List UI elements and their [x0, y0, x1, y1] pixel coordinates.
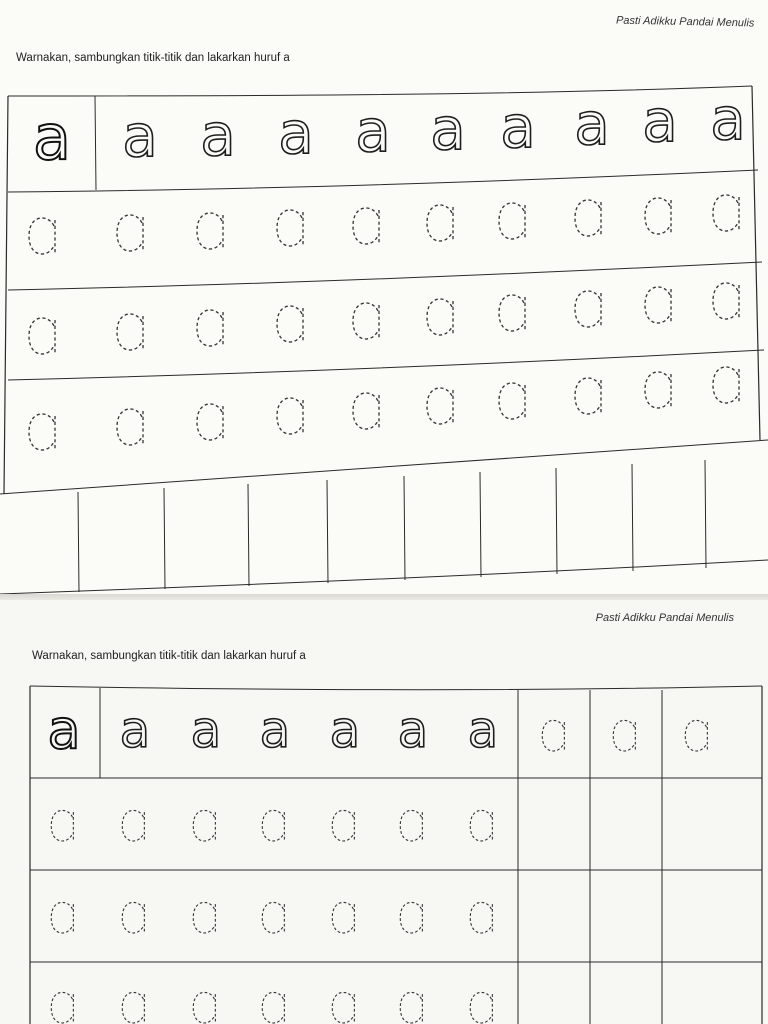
- tracing-grid: [0, 600, 768, 1024]
- dashed-letter-a: [328, 899, 362, 936]
- dashed-letter-a: [112, 211, 152, 255]
- writing-box-divider: [705, 460, 706, 568]
- outlined-letter-a: a: [329, 701, 361, 759]
- book-title-header: Pasti Adikku Pandai Menulis: [595, 612, 734, 624]
- dashed-letter-a: [396, 899, 430, 936]
- example-letter-a: a: [33, 100, 71, 174]
- dashed-letter-a: [570, 374, 610, 418]
- dashed-letter-a: [609, 717, 643, 754]
- dashed-letter-a: [494, 199, 534, 243]
- dashed-letter-a: [422, 384, 462, 428]
- dashed-letter-a: [640, 283, 680, 327]
- dashed-letter-a: [272, 394, 312, 438]
- dashed-letter-a: [112, 310, 152, 354]
- writing-box-divider: [480, 472, 481, 577]
- dashed-letter-a: [328, 989, 362, 1024]
- dashed-letter-a: [258, 899, 292, 936]
- outlined-letter-a: a: [710, 85, 746, 154]
- example-letter-a: a: [47, 697, 81, 761]
- dashed-letter-a: [118, 899, 152, 936]
- dashed-letter-a: [348, 389, 388, 433]
- row-border: [0, 560, 768, 594]
- row-border: [8, 170, 758, 192]
- row-border: [30, 686, 762, 690]
- dashed-letter-a: [189, 989, 223, 1024]
- dashed-letter-a: [47, 989, 81, 1024]
- writing-box-divider: [327, 480, 328, 583]
- worksheet-page-2: [0, 600, 768, 1024]
- outlined-letter-a: a: [200, 101, 236, 170]
- dashed-letter-a: [192, 306, 232, 350]
- dashed-letter-a: [24, 214, 64, 258]
- dashed-letter-a: [189, 899, 223, 936]
- dashed-letter-a: [328, 807, 362, 844]
- outlined-letter-a: a: [190, 701, 222, 759]
- dashed-letter-a: [24, 410, 64, 454]
- outlined-letter-a: a: [467, 701, 499, 759]
- writing-box-divider: [404, 476, 405, 580]
- outlined-letter-a: a: [430, 95, 466, 164]
- outlined-letter-a: a: [397, 701, 429, 759]
- dashed-letter-a: [640, 194, 680, 238]
- outlined-letter-a: a: [259, 701, 291, 759]
- dashed-letter-a: [570, 196, 610, 240]
- dashed-letter-a: [348, 299, 388, 343]
- outlined-letter-a: a: [574, 90, 610, 159]
- dashed-letter-a: [422, 201, 462, 245]
- book-title-header: Pasti Adikku Pandai Menulis: [615, 14, 755, 30]
- dashed-letter-a: [258, 989, 292, 1024]
- outlined-letter-a: a: [119, 701, 151, 759]
- dashed-letter-a: [112, 405, 152, 449]
- outlined-letter-a: a: [278, 99, 314, 168]
- outlined-letter-a: a: [642, 87, 678, 156]
- dashed-letter-a: [466, 989, 500, 1024]
- dashed-letter-a: [494, 291, 534, 335]
- dashed-letter-a: [47, 899, 81, 936]
- dashed-letter-a: [681, 717, 715, 754]
- writing-box-divider: [248, 484, 249, 586]
- dashed-letter-a: [272, 302, 312, 346]
- dashed-letter-a: [396, 989, 430, 1024]
- dashed-letter-a: [640, 368, 680, 412]
- dashed-letter-a: [189, 807, 223, 844]
- dashed-letter-a: [708, 279, 748, 323]
- instruction-text: Warnakan, sambungkan titik-titik dan lakarkan huruf a: [32, 650, 306, 662]
- outlined-letter-a: a: [500, 93, 536, 162]
- outlined-letter-a: a: [122, 102, 158, 171]
- writing-box-divider: [556, 468, 557, 574]
- dashed-letter-a: [348, 204, 388, 248]
- dashed-letter-a: [272, 206, 312, 250]
- instruction-text: Warnakan, sambungkan titik-titik dan lakarkan huruf a: [16, 52, 290, 64]
- dashed-letter-a: [192, 209, 232, 253]
- dashed-letter-a: [192, 400, 232, 444]
- dashed-letter-a: [466, 807, 500, 844]
- writing-box-divider: [164, 488, 165, 589]
- outlined-letter-a: a: [355, 97, 391, 166]
- example-cell-border: [95, 96, 96, 190]
- dashed-letter-a: [422, 295, 462, 339]
- dashed-letter-a: [466, 899, 500, 936]
- dashed-letter-a: [47, 807, 81, 844]
- dashed-letter-a: [708, 191, 748, 235]
- dashed-letter-a: [24, 314, 64, 358]
- left-border: [4, 96, 8, 494]
- writing-box-divider: [632, 464, 633, 571]
- dashed-letter-a: [494, 379, 534, 423]
- dashed-letter-a: [570, 287, 610, 331]
- dashed-letter-a: [396, 807, 430, 844]
- dashed-letter-a: [538, 717, 572, 754]
- writing-box-divider: [78, 492, 79, 592]
- dashed-letter-a: [708, 363, 748, 407]
- dashed-letter-a: [118, 989, 152, 1024]
- dashed-letter-a: [258, 807, 292, 844]
- dashed-letter-a: [118, 807, 152, 844]
